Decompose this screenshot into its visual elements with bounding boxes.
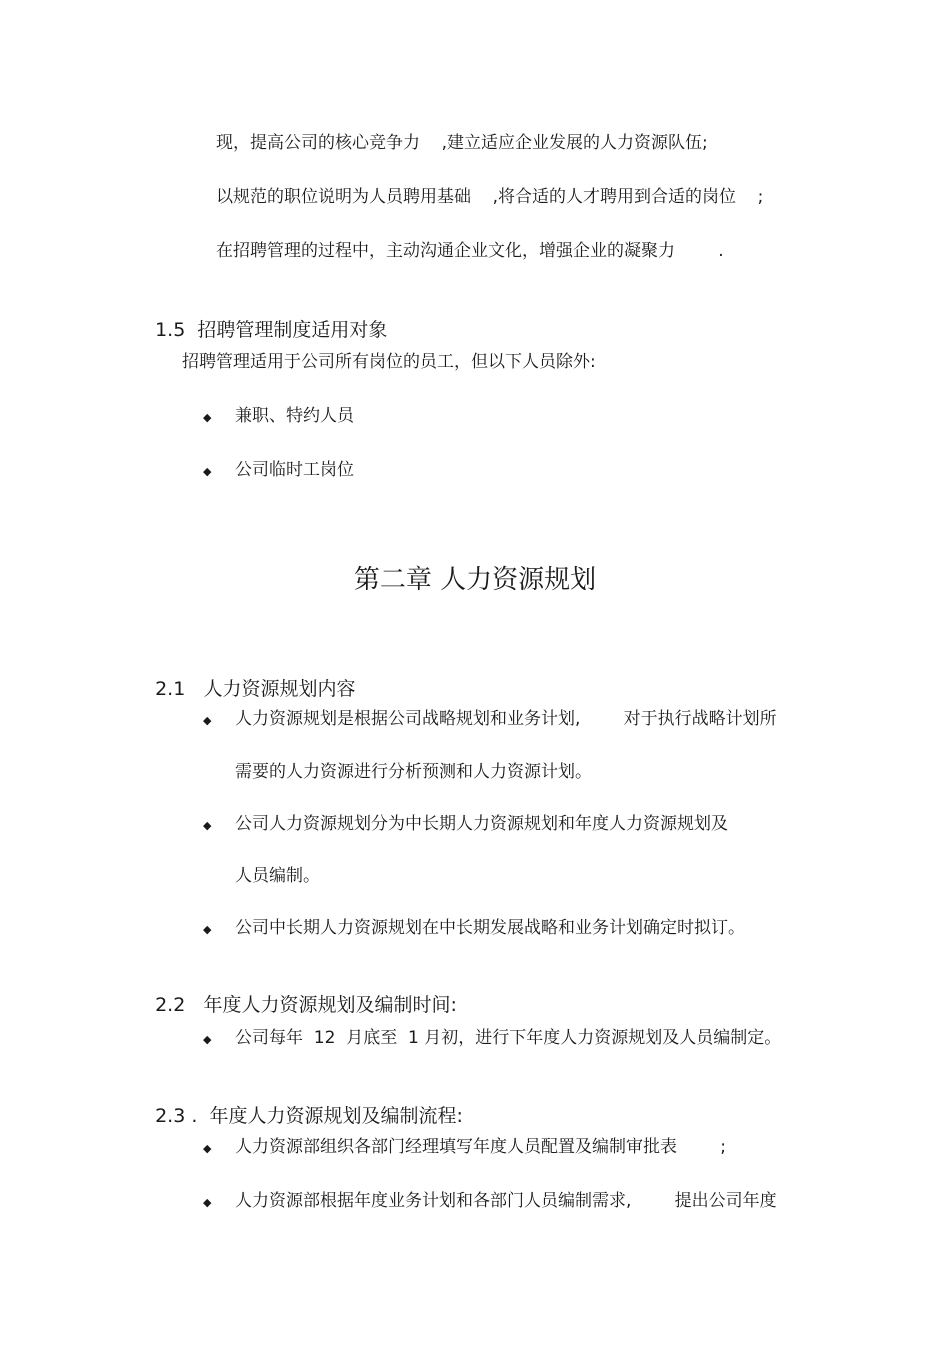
section-title: 年度人力资源规划及编制流程: xyxy=(209,1105,463,1127)
section-title: 招聘管理制度适用对象 xyxy=(197,319,388,341)
section-number: 1.5 xyxy=(155,319,186,341)
diamond-bullet-icon: ◆ xyxy=(203,1142,212,1155)
chapter-title: 第二章 人力资源规划 xyxy=(353,565,597,595)
section-title: 年度人力资源规划及编制时间: xyxy=(203,994,457,1016)
section-2-1-heading xyxy=(143,656,355,700)
diamond-bullet-icon: ◆ xyxy=(203,923,212,936)
diamond-bullet-icon: ◆ xyxy=(203,465,212,478)
list-item: 公司每年 12 月底至 1 月初，进行下年度人力资源规划及人员编制定。 xyxy=(235,1028,782,1048)
section-1-5-heading xyxy=(143,297,387,341)
list-item: 公司临时工岗位 xyxy=(235,460,354,480)
section-number: 2.3 . xyxy=(155,1105,198,1127)
list-item-continuation: 需要的人力资源进行分析预测和人力资源计划。 xyxy=(235,762,592,782)
section-2-3-heading xyxy=(143,1083,463,1127)
section-2-2-heading xyxy=(143,972,457,1016)
list-item: 人力资源部根据年度业务计划和各部门人员编制需求, 提出公司年度 xyxy=(235,1191,777,1211)
intro-line-3: 在招聘管理的过程中，主动沟通企业文化，增强企业的凝聚力 . xyxy=(216,241,724,261)
section-number: 2.2 xyxy=(155,994,186,1016)
intro-line-1: 现，提高公司的核心竞争力 ,建立适应企业发展的人力资源队伍; xyxy=(216,133,708,153)
diamond-bullet-icon: ◆ xyxy=(203,411,212,424)
diamond-bullet-icon: ◆ xyxy=(203,714,212,727)
list-item: 人力资源规划是根据公司战略规划和业务计划, 对于执行战略计划所 xyxy=(235,709,777,729)
diamond-bullet-icon: ◆ xyxy=(203,819,212,832)
section-title: 人力资源规划内容 xyxy=(203,678,356,700)
intro-line-2: 以规范的职位说明为人员聘用基础 ,将合适的人才聘用到合适的岗位 ; xyxy=(216,187,764,207)
diamond-bullet-icon: ◆ xyxy=(203,1196,212,1209)
section-number: 2.1 xyxy=(155,678,186,700)
list-item: 人力资源部组织各部门经理填写年度人员配置及编制审批表 ; xyxy=(235,1137,726,1157)
diamond-bullet-icon: ◆ xyxy=(203,1033,212,1046)
list-item: 兼职、特约人员 xyxy=(235,406,354,426)
list-item-continuation: 人员编制。 xyxy=(235,866,320,886)
list-item: 公司中长期人力资源规划在中长期发展战略和业务计划确定时拟订。 xyxy=(235,918,745,938)
list-item: 公司人力资源规划分为中长期人力资源规划和年度人力资源规划及 xyxy=(235,814,728,834)
section-1-5-intro: 招聘管理适用于公司所有岗位的员工，但以下人员除外: xyxy=(182,352,596,372)
